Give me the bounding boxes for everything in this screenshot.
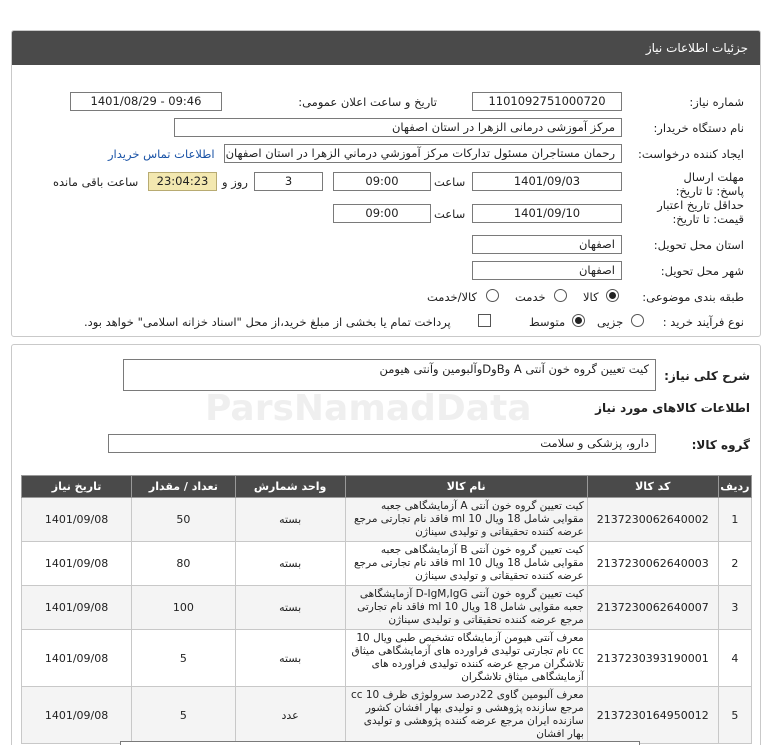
validity-label: حداقل تاریخ اعتبار قیمت: تا تاریخ: [657,198,744,226]
buyer-field[interactable]: مرکز آموزشی درمانی الزهرا در استان اصفهان [174,118,622,137]
remaining-time-field: 23:04:23 [148,172,217,191]
creator-label: ایجاد کننده درخواست: [638,147,744,161]
cell-date: 1401/09/08 [22,630,132,687]
cell-date: 1401/09/08 [22,498,132,542]
table-row[interactable] [22,498,752,542]
category-goods-label: کالا [583,290,599,304]
deadline-label: مهلت ارسال پاسخ: تا تاریخ: [675,170,744,198]
table-row[interactable] [22,630,752,687]
need-number-label: شماره نیاز: [689,95,744,109]
cell-row: 4 [718,630,751,687]
table-row[interactable] [22,586,752,630]
validity-date-field[interactable]: 1401/09/10 [472,204,622,223]
days-remaining-field[interactable]: 3 [254,172,323,191]
cell-code: 2137230062640003 [587,542,718,586]
cell-name: معرف آلبومین گاوی 22درصد سرولوژی ظرف 10 cc مرجع سازنده پژوهشی و تولیدی بهار افشان کشور سازنده ایران مرجع عرضه کننده پژوهشی و تولیدی بهار افشان [345,687,587,744]
partial-field-bottom [120,741,640,745]
contact-info-link[interactable]: اطلاعات تماس خریدار [108,147,215,161]
cell-qty: 80 [132,542,235,586]
validity-time-field[interactable]: 09:00 [333,204,431,223]
cell-date: 1401/09/08 [22,542,132,586]
goods-table [21,475,752,744]
announce-datetime-field[interactable]: 1401/08/29 - 09:46 [70,92,222,111]
creator-field[interactable]: رحمان مستاجران مسئول تداركات مركز آموزشي درماني الزهرا در استان اصفهان [224,144,622,163]
cell-qty: 5 [132,687,235,744]
province-label: استان محل تحویل: [653,238,744,252]
cell-date: 1401/09/08 [22,586,132,630]
cell-code: 2137230393190001 [587,630,718,687]
city-label: شهر محل تحویل: [660,264,744,278]
process-minor-radio[interactable] [631,314,644,327]
deadline-date-field[interactable]: 1401/09/03 [472,172,622,191]
category-service-radio[interactable] [554,289,567,302]
cell-qty: 50 [132,498,235,542]
summary-label: شرح کلی نیاز: [664,369,750,383]
table-row[interactable] [22,542,752,586]
cell-unit: بسته [235,542,345,586]
process-medium-label: متوسط [529,315,566,329]
goods-group-label: گروه کالا: [691,438,750,452]
city-field[interactable]: اصفهان [472,261,622,280]
process-medium-radio[interactable] [572,314,585,327]
goods-panel [11,344,761,745]
deadline-time-field[interactable]: 09:00 [333,172,431,191]
cell-name: کیت تعیین گروه خون آنتی B آزمایشگاهی جعبه مقوایی شامل 18 ویال 10 ml فاقد نام تجارتی مرجع عرضه کننده تحقیقاتی و تولیدی سیناژن [345,542,587,586]
buyer-label: نام دستگاه خریدار: [653,121,744,135]
category-label: طبقه بندی موضوعی: [642,290,744,304]
panel-title: جزئیات اطلاعات نیاز [12,31,760,65]
process-label: نوع فرآیند خرید : [662,315,744,329]
col-row-header: ردیف [718,476,751,498]
goods-group-field[interactable]: دارو، پزشکی و سلامت [108,434,656,453]
col-unit-header: واحد شمارش [235,476,345,498]
col-code-header: کد کالا [587,476,718,498]
cell-code: 2137230164950012 [587,687,718,744]
col-name-header: نام کالا [345,476,587,498]
summary-field[interactable]: کیت تعیین گروه خون آنتی A وBوDوآلبومین وآنتی هیومن [123,359,656,391]
cell-date: 1401/09/08 [22,687,132,744]
goods-info-title: اطلاعات کالاهای مورد نیاز [595,401,750,415]
cell-unit: بسته [235,498,345,542]
cell-row: 3 [718,586,751,630]
col-date-header: تاریخ نیاز [22,476,132,498]
remaining-label: ساعت باقی مانده [53,175,139,189]
announce-label: تاریخ و ساعت اعلان عمومی: [298,95,437,109]
category-goods-service-radio[interactable] [486,289,499,302]
treasury-payment-note: پرداخت تمام یا بخشی از مبلغ خرید،از محل "اسناد خزانه اسلامی" خواهد بود. [84,315,451,329]
cell-name: کیت تعیین گروه خون آنتی D-IgM,IgG آزمایشگاهی جعبه مقوایی شامل 18 ویال 10 ml فاقد نام تجارتی مرجع عرضه کننده تحقیقاتی و تولیدی سیناژن [345,586,587,630]
validity-time-label: ساعت [434,207,466,221]
category-goods-radio[interactable] [606,289,619,302]
cell-qty: 5 [132,630,235,687]
treasury-payment-checkbox[interactable] [478,314,491,327]
province-field[interactable]: اصفهان [472,235,622,254]
category-service-label: خدمت [515,290,546,304]
cell-code: 2137230062640007 [587,586,718,630]
cell-name: معرف آنتی هیومن آزمایشگاه تشخیص طبی ویال 10 cc نام تجارتی تولیدی فراورده های آزمایشگاهی میثاق تلاشگران مرجع عرضه کننده تولیدی فراورده های آزمایشگاهی میثاق تلاشگران [345,630,587,687]
cell-row: 5 [718,687,751,744]
need-number-field[interactable]: 1101092751000720 [472,92,622,111]
process-minor-label: جزیی [597,315,624,329]
cell-row: 2 [718,542,751,586]
table-row[interactable] [22,687,752,744]
cell-name: کیت تعیین گروه خون آنتی A آزمایشگاهی جعبه مقوایی شامل 18 ویال 10 ml فاقد نام تجارتی مرجع عرضه کننده تحقیقاتی و تولیدی سیناژن [345,498,587,542]
days-label: روز و [222,175,248,189]
cell-qty: 100 [132,586,235,630]
cell-unit: بسته [235,630,345,687]
deadline-time-label: ساعت [434,175,466,189]
col-qty-header: تعداد / مقدار [132,476,235,498]
cell-unit: بسته [235,586,345,630]
cell-row: 1 [718,498,751,542]
category-goods-service-label: کالا/خدمت [427,290,478,304]
cell-code: 2137230062640002 [587,498,718,542]
cell-unit: عدد [235,687,345,744]
